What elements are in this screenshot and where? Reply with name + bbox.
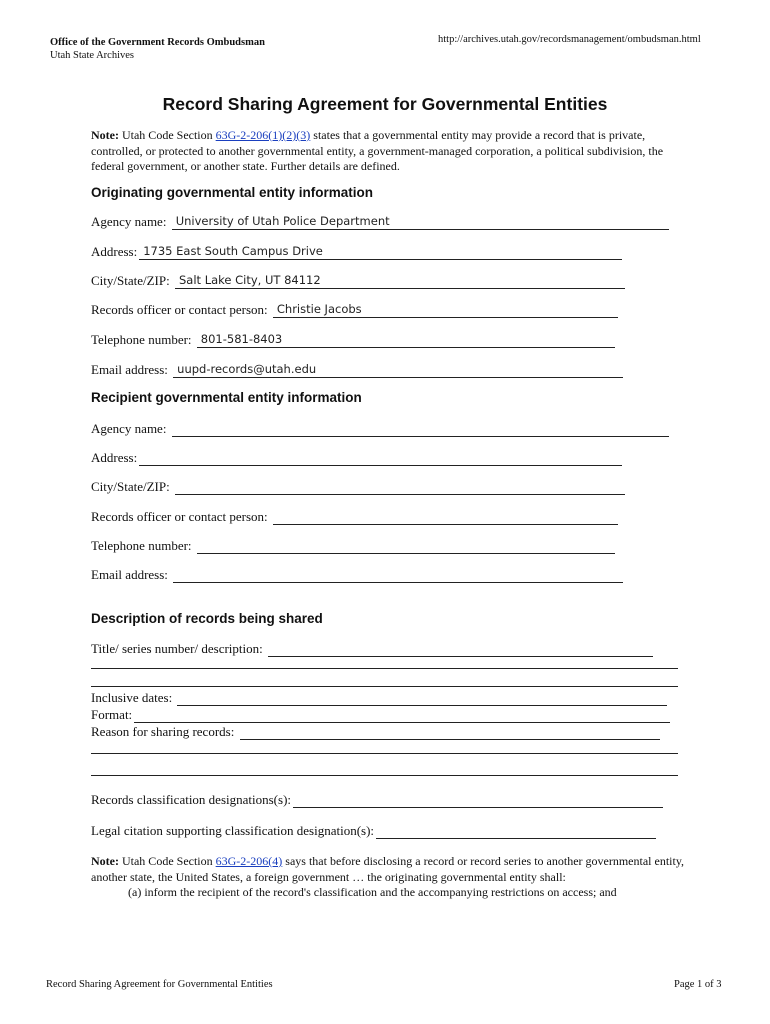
originating-city-field (91, 271, 625, 289)
originating-agency-field (91, 212, 669, 230)
inclusive-dates-input[interactable] (177, 690, 667, 706)
agency-value: University of Utah Police Department (175, 214, 390, 228)
code-section-link[interactable]: 63G-2-206(1)(2)(3) (215, 128, 311, 142)
agency-input[interactable] (172, 421, 669, 437)
recipient-phone-field (91, 536, 615, 554)
officer-value: Christie Jacobs (276, 302, 362, 316)
address-label: Address: (91, 244, 138, 259)
phone-label: Telephone number: (91, 538, 195, 553)
originating-heading: Originating governmental entity information (91, 185, 374, 200)
note-text-post: states that a governmental entity may provide a record that is private, controlled, or protected to another governmental entity, a government-managed corporation, a political subdivision, the federal government, or another state. Further details are defined. (91, 128, 664, 173)
note-text-pre: Utah Code Section (118, 854, 216, 868)
legal-citation-label: Legal citation supporting classification designation(s): (91, 823, 375, 838)
format-label: Format: (91, 707, 133, 722)
originating-email-field (91, 360, 623, 378)
header-left (50, 36, 265, 62)
reason-field (91, 722, 660, 740)
email-label: Email address: (91, 567, 172, 582)
reason-input[interactable] (240, 724, 660, 740)
email-label: Email address: (91, 362, 172, 377)
classification-label: Records classification designations(s): (91, 792, 292, 807)
description-line-1[interactable] (91, 667, 678, 669)
agency-label: Agency name: (91, 421, 170, 436)
legal-citation-field (91, 821, 656, 839)
recipient-email-field (91, 565, 623, 583)
legal-citation-input[interactable] (376, 823, 656, 839)
email-input[interactable] (173, 567, 623, 583)
office-name: Office of the Government Records Ombudsman (50, 37, 265, 48)
description-heading: Description of records being shared (91, 611, 323, 626)
title-series-field (91, 639, 653, 657)
classification-field (91, 790, 663, 808)
recipient-officer-field (91, 507, 618, 525)
document-title: Record Sharing Agreement for Governmental Entities (162, 94, 608, 114)
officer-label: Records officer or contact person: (91, 509, 271, 524)
note-item-a: (a) inform the recipient of the record's classification and the accompanying restrictions on access; and (128, 885, 617, 899)
footer-title: Record Sharing Agreement for Governmental Entities (46, 979, 273, 990)
email-input[interactable] (173, 362, 623, 378)
city-input[interactable] (175, 273, 625, 289)
city-label: City/State/ZIP: (91, 273, 173, 288)
originating-officer-field (91, 300, 618, 318)
recipient-address-field (91, 448, 622, 466)
recipient-heading: Recipient governmental entity information (91, 390, 362, 405)
email-value: uupd-records@utah.edu (177, 362, 317, 376)
officer-input[interactable] (273, 302, 618, 318)
phone-input[interactable] (197, 332, 615, 348)
code-section-link[interactable]: 63G-2-206(4) (215, 854, 283, 868)
archives-name: Utah State Archives (50, 50, 134, 61)
format-input[interactable] (134, 707, 670, 723)
agency-label: Agency name: (91, 214, 170, 229)
format-field (91, 705, 670, 723)
address-value: 1735 East South Campus Drive (143, 244, 323, 258)
note-label: Note: (91, 128, 119, 142)
reason-label: Reason for sharing records: (91, 724, 238, 739)
description-line-2[interactable] (91, 685, 678, 687)
note-text-post: says that before disclosing a record or record series to another governmental entity, another state, the United States, a foreign government … the originating governmental entity shall: (91, 854, 685, 884)
phone-input[interactable] (197, 538, 615, 554)
title-series-label: Title/ series number/ description: (91, 641, 266, 656)
reason-line-1[interactable] (91, 752, 678, 754)
city-label: City/State/ZIP: (91, 479, 173, 494)
address-input[interactable] (139, 244, 622, 260)
inclusive-dates-field (91, 688, 667, 706)
officer-input[interactable] (273, 509, 618, 525)
originating-address-field (91, 242, 622, 260)
phone-value: 801-581-8403 (200, 332, 283, 346)
note-text-pre: Utah Code Section (118, 128, 216, 142)
city-input[interactable] (175, 479, 625, 495)
address-input[interactable] (139, 450, 622, 466)
note-paragraph-1 (91, 128, 691, 175)
address-label: Address: (91, 450, 138, 465)
reason-line-2[interactable] (91, 774, 678, 776)
note-paragraph-2 (91, 854, 691, 901)
page-number: Page 1 of 3 (674, 979, 722, 990)
city-value: Salt Lake City, UT 84112 (178, 273, 321, 287)
title-series-input[interactable] (268, 641, 653, 657)
agency-input[interactable] (172, 214, 669, 230)
note-label: Note: (91, 854, 119, 868)
officer-label: Records officer or contact person: (91, 302, 271, 317)
recipient-agency-field (91, 419, 669, 437)
classification-input[interactable] (293, 792, 663, 808)
inclusive-dates-label: Inclusive dates: (91, 690, 176, 705)
originating-phone-field (91, 330, 615, 348)
recipient-city-field (91, 477, 625, 495)
header-url[interactable]: http://archives.utah.gov/recordsmanagement/ombudsman.html (438, 34, 701, 45)
phone-label: Telephone number: (91, 332, 195, 347)
